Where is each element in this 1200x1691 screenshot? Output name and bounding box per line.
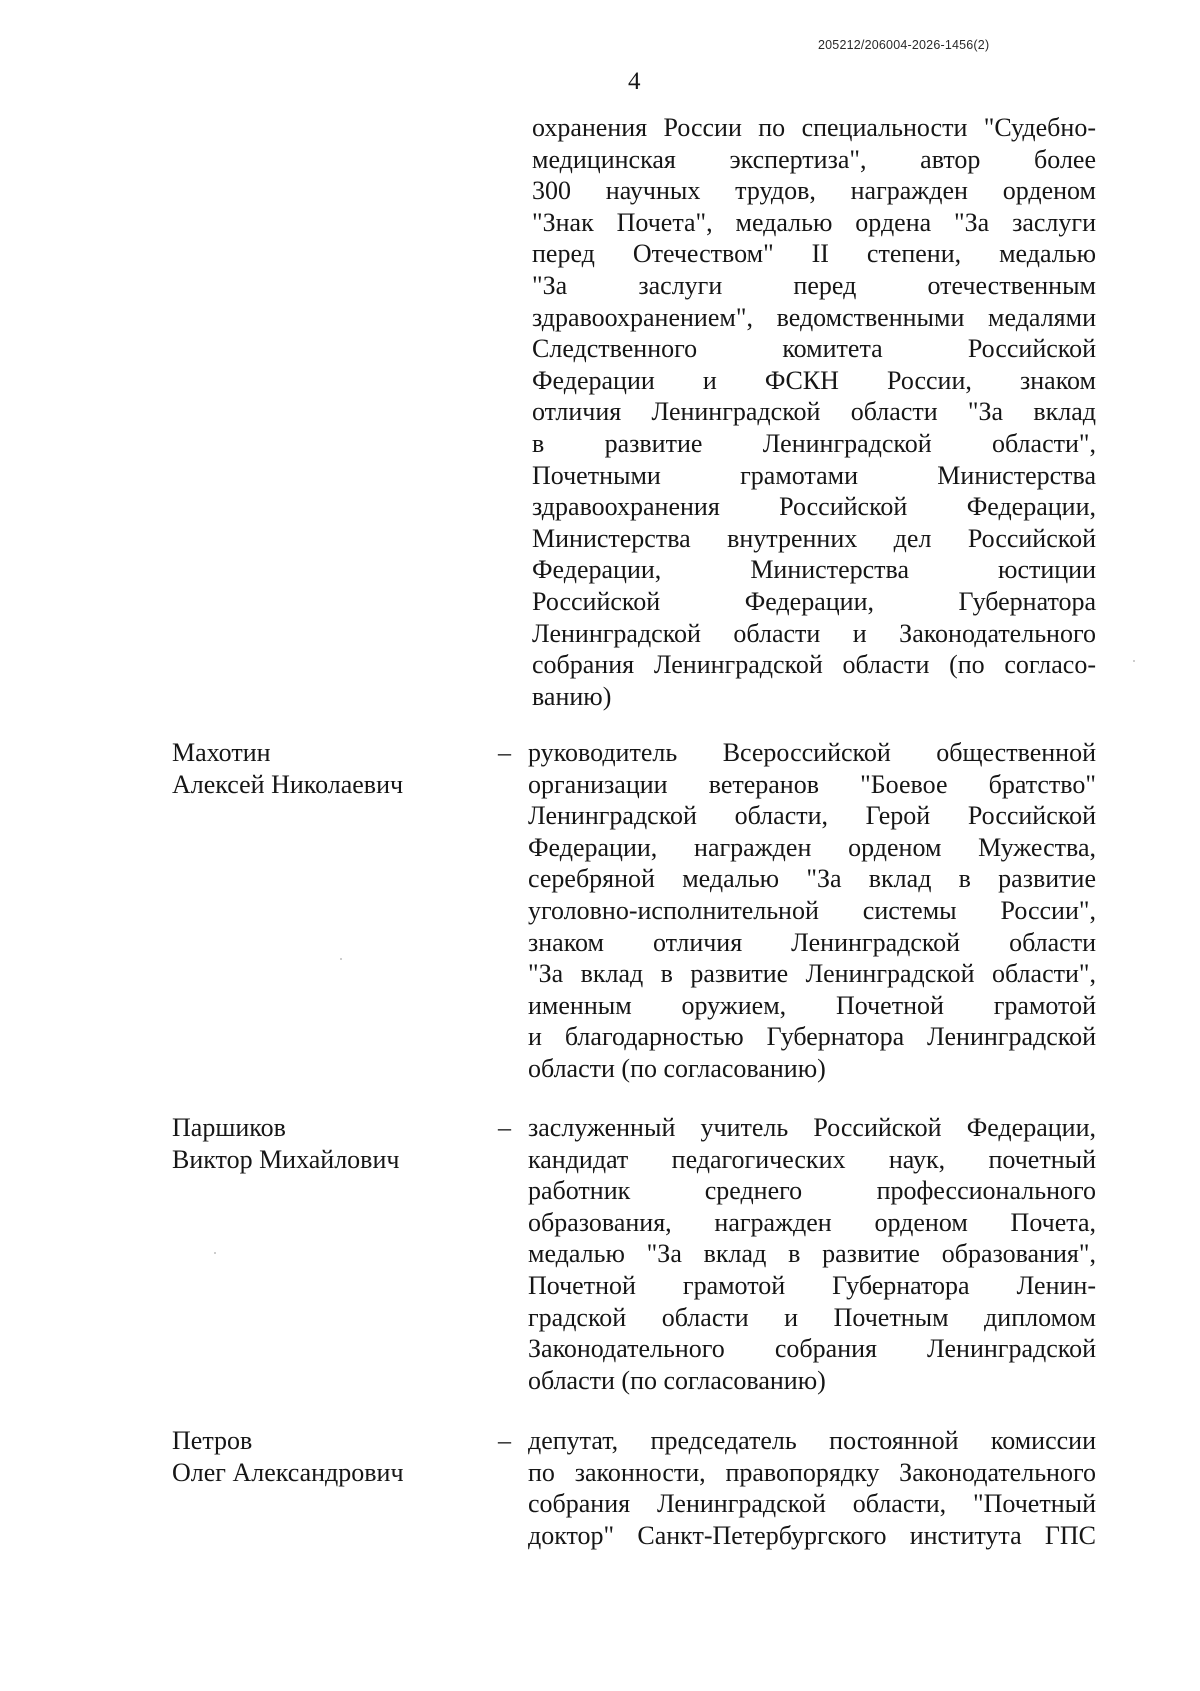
text-line: серебряной медалью "За вклад в развитие [528, 864, 1096, 894]
page-number: 4 [628, 68, 641, 95]
text-line: медалью "За вклад в развитие образования", [528, 1239, 1096, 1269]
text-line: собрания Ленинградской области, "Почетный [528, 1489, 1096, 1519]
text-line: организации ветеранов "Боевое братство" [528, 769, 1096, 799]
member-surname: Петров [172, 1426, 253, 1455]
member-name-makhotin [172, 737, 403, 800]
text-line: Почетными грамотами Министерства [532, 460, 1096, 490]
text-line: образования, награжден орденом Почета, [528, 1207, 1096, 1237]
member-dash: – [498, 1113, 511, 1142]
text-line: здравоохранением", ведомственными медалями [532, 302, 1096, 332]
text-line: в развитие Ленинградской области", [532, 428, 1096, 458]
member-description-makhotin [528, 737, 1096, 1085]
text-line: работник среднего профессионального [528, 1176, 1096, 1206]
member-surname: Паршиков [172, 1113, 286, 1142]
text-line: 300 научных трудов, награжден орденом [532, 176, 1096, 206]
member-name-parshikov [172, 1112, 399, 1175]
member-dash: – [498, 1426, 511, 1455]
member-dash: – [498, 738, 511, 767]
member-description-petrov [528, 1425, 1096, 1551]
member-given-names: Алексей Николаевич [172, 769, 404, 799]
text-line: Ленинградской области и Законодательного [532, 618, 1096, 648]
text-line: Федерации, награжден орденом Мужества, [528, 832, 1096, 862]
text-line: доктор" Санкт-Петербургского института ГПС [528, 1520, 1096, 1550]
text-line: Ленинградской области, Герой Российской [528, 801, 1096, 831]
text-line: заслуженный учитель Российской Федерации, [528, 1113, 1096, 1142]
text-line: Федерации, Министерства юстиции [532, 555, 1096, 585]
text-line: по законности, правопорядку Законодательного [528, 1457, 1096, 1487]
text-line: Федерации и ФСКН России, знаком [532, 365, 1096, 395]
text-line: депутат, председатель постоянной комиссии [528, 1426, 1096, 1455]
member-given-names: Виктор Михайлович [172, 1144, 400, 1174]
text-line: охранения России по специальности "Судебно- [532, 113, 1096, 142]
text-line: "Знак Почета", медалью ордена "За заслуги [532, 207, 1096, 237]
member-name-petrov [172, 1425, 404, 1488]
text-line: кандидат педагогических наук, почетный [528, 1144, 1096, 1174]
continuation-description [532, 112, 1096, 712]
text-line-last: области (по согласованию) [528, 1053, 826, 1083]
scan-speck [340, 958, 342, 960]
member-surname: Махотин [172, 738, 271, 767]
text-line: Законодательного собрания Ленинградской [528, 1334, 1096, 1364]
text-line-last: области (по согласованию) [528, 1365, 826, 1395]
text-line-last: ванию) [532, 681, 612, 711]
text-line: собрания Ленинградской области (по согласо- [532, 650, 1096, 680]
document-number: 205212/206004-2026-1456(2) [818, 38, 990, 52]
scan-speck [214, 1252, 216, 1254]
text-line: Следственного комитета Российской [532, 334, 1096, 364]
scan-speck [1133, 660, 1135, 662]
text-line: руководитель Всероссийской общественной [528, 738, 1096, 767]
text-line: перед Отечеством" II степени, медалью [532, 239, 1096, 269]
text-line: отличия Ленинградской области "За вклад [532, 397, 1096, 427]
text-line: Российской Федерации, Губернатора [532, 586, 1096, 616]
text-line: градской области и Почетным дипломом [528, 1302, 1096, 1332]
text-line: именным оружием, Почетной грамотой [528, 990, 1096, 1020]
text-line: "За вклад в развитие Ленинградской области", [528, 959, 1096, 989]
member-description-parshikov [528, 1112, 1096, 1396]
member-given-names: Олег Александрович [172, 1457, 404, 1487]
text-line: уголовно-исполнительной системы России", [528, 895, 1096, 925]
text-line: и благодарностью Губернатора Ленинградской [528, 1022, 1096, 1052]
text-line: Министерства внутренних дел Российской [532, 523, 1096, 553]
text-line: медицинская экспертиза", автор более [532, 144, 1096, 174]
text-line: Почетной грамотой Губернатора Ленин- [528, 1270, 1096, 1300]
text-line: "За заслуги перед отечественным [532, 270, 1096, 300]
text-line: здравоохранения Российской Федерации, [532, 492, 1096, 522]
text-line: знаком отличия Ленинградской области [528, 927, 1096, 957]
